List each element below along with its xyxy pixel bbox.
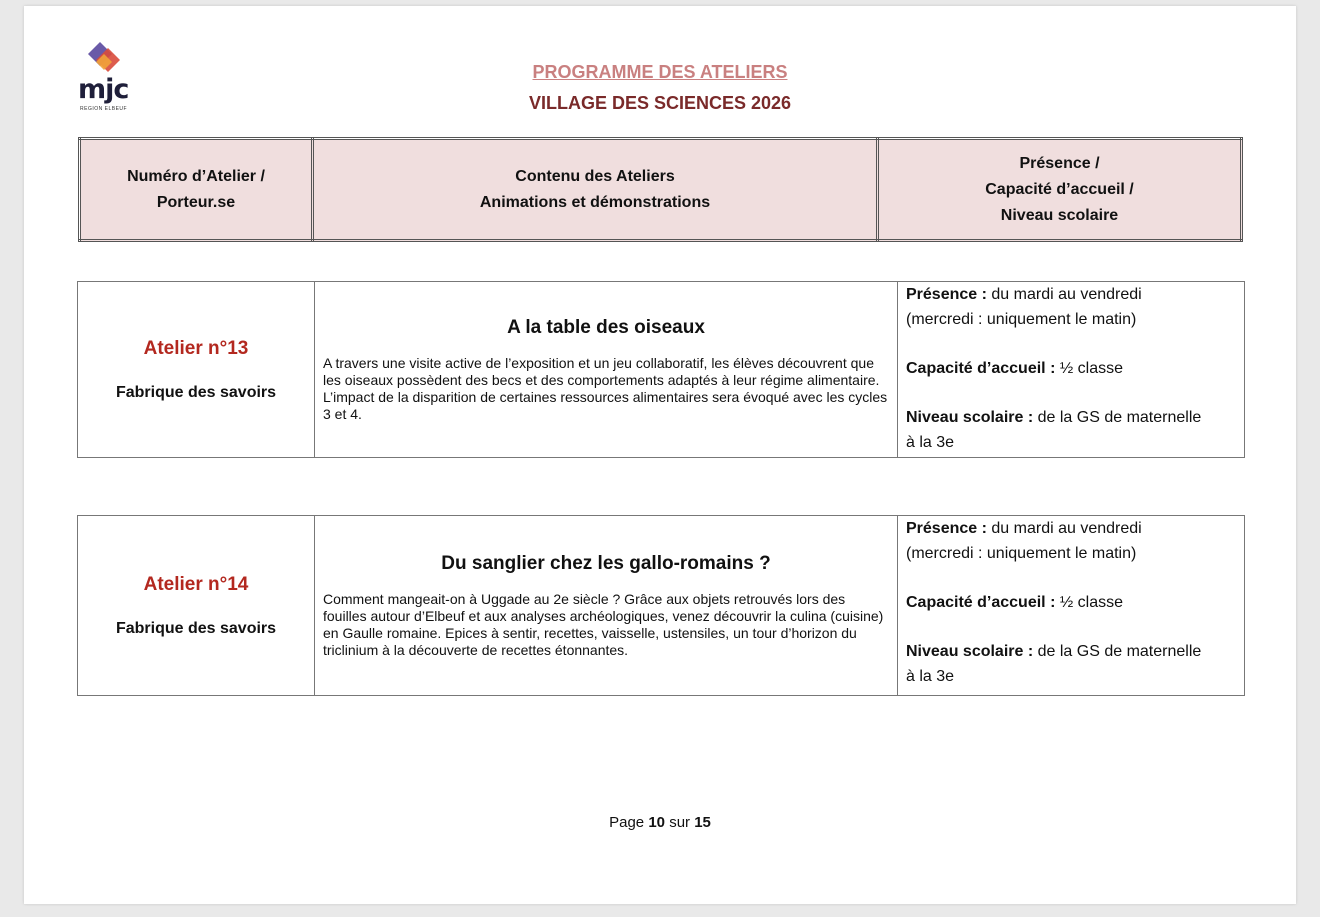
atelier-title: Du sanglier chez les gallo-romains ? (441, 552, 771, 574)
atelier-porteur: Fabrique des savoirs (115, 383, 277, 401)
atelier-id-cell (78, 282, 315, 458)
document-page (24, 6, 1296, 904)
atelier-number: Atelier n°13 (143, 337, 249, 359)
logo-subtitle: REGION ELBEUF (80, 106, 128, 112)
niveau-value: de la GS de maternelle (1037, 409, 1202, 426)
header-col1-line2: Porteur.se (156, 193, 236, 211)
document-title: PROGRAMME DES ATELIERS (532, 62, 788, 82)
header-col3-line3: Niveau scolaire (1000, 206, 1119, 224)
atelier-row (77, 281, 1245, 458)
atelier-porteur: Fabrique des savoirs (115, 619, 277, 637)
niveau-value-2: à la 3e (906, 668, 955, 685)
presence-note: (mercredi : uniquement le matin) (906, 545, 1137, 562)
niveau-label: Niveau scolaire : (906, 643, 1034, 660)
page-footer (24, 814, 1296, 831)
header-col1-line1: Numéro d’Atelier / (127, 167, 265, 185)
atelier-title: A la table des oiseaux (507, 316, 705, 338)
header-col-contenu (313, 139, 878, 241)
niveau-value-2: à la 3e (906, 434, 955, 451)
atelier-number: Atelier n°14 (143, 573, 249, 595)
header-col-presence (878, 139, 1242, 241)
footer-sur-word: sur (669, 814, 691, 831)
header-col2-line2: Animations et démonstrations (479, 193, 711, 211)
document-subtitle: VILLAGE DES SCIENCES 2026 (528, 93, 792, 113)
atelier-info-cell (898, 516, 1245, 696)
presence-value: du mardi au vendredi (991, 520, 1142, 537)
footer-total-pages: 15 (694, 814, 711, 831)
niveau-label: Niveau scolaire : (906, 409, 1034, 426)
capacite-label: Capacité d’accueil : (906, 360, 1056, 377)
atelier-content-cell (315, 516, 898, 696)
footer-page-word: Page (609, 814, 645, 831)
atelier-id-cell (78, 516, 315, 696)
capacite-value: ½ classe (1059, 360, 1123, 377)
capacite-value: ½ classe (1059, 594, 1123, 611)
footer-current-page: 10 (648, 814, 666, 831)
presence-label: Présence : (906, 286, 987, 303)
atelier-info-cell (898, 282, 1245, 458)
atelier-description: A travers une visite active de l’exposition et un jeu collaboratif, les élèves découvrent que les oiseaux possèdent des becs et des comportements adaptés à leur régime alimentaire. L’impact de la disparition de certaines ressources alimentaires sera évoqué avec les cycles 3 et 4. (323, 354, 888, 422)
header-col3-line2: Capacité d’accueil / (985, 180, 1134, 198)
atelier-content-cell (315, 282, 898, 458)
presence-label: Présence : (906, 520, 987, 537)
atelier-row (77, 515, 1245, 696)
header-col-atelier (80, 139, 313, 241)
atelier-description: Comment mangeait-on à Uggade au 2e siècle ? Grâce aux objets retrouvés lors des fouilles autour d’Elbeuf et aux analyses archéologiques, venez découvrir la culina (cuisine) en Gaulle romaine. Epices à sentir, recettes, vaisselle, ustensiles, un tour d’horizon du triclinium à la découverte de recettes étonnantes. (323, 590, 884, 658)
capacite-label: Capacité d’accueil : (906, 594, 1056, 611)
presence-note: (mercredi : uniquement le matin) (906, 311, 1137, 328)
table-header (78, 137, 1243, 242)
header-col3-line1: Présence / (1019, 154, 1100, 172)
niveau-value: de la GS de maternelle (1037, 643, 1202, 660)
logo-text: mjc (78, 74, 129, 105)
header-col2-line1: Contenu des Ateliers (515, 167, 675, 185)
presence-value: du mardi au vendredi (991, 286, 1142, 303)
